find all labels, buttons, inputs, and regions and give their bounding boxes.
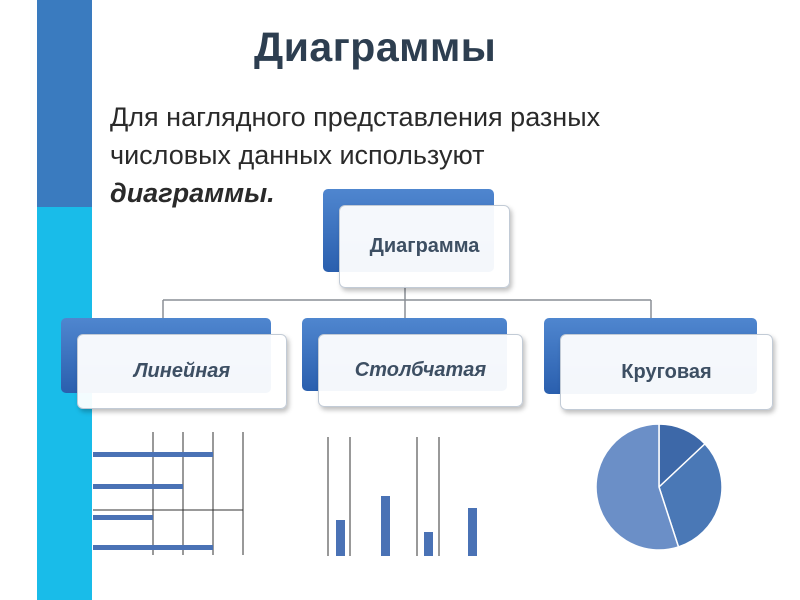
hbar	[93, 515, 153, 520]
node-label: Столбчатая	[318, 334, 523, 407]
slide-title: Диаграммы	[254, 24, 497, 70]
intro-line-1: Для наглядного представления разных	[110, 102, 601, 132]
intro-emphasis: диаграммы.	[110, 178, 275, 208]
hbar	[93, 484, 183, 489]
vbar	[336, 520, 345, 556]
vbar	[381, 496, 390, 556]
hbar	[93, 452, 213, 457]
hbar	[93, 545, 213, 550]
node-label: Линейная	[77, 334, 287, 409]
vbar	[424, 532, 433, 556]
node-label: Круговая	[560, 334, 773, 410]
node-label: Диаграмма	[339, 205, 510, 288]
vbar	[468, 508, 477, 556]
intro-line-2: числовых данных используют	[110, 140, 485, 170]
